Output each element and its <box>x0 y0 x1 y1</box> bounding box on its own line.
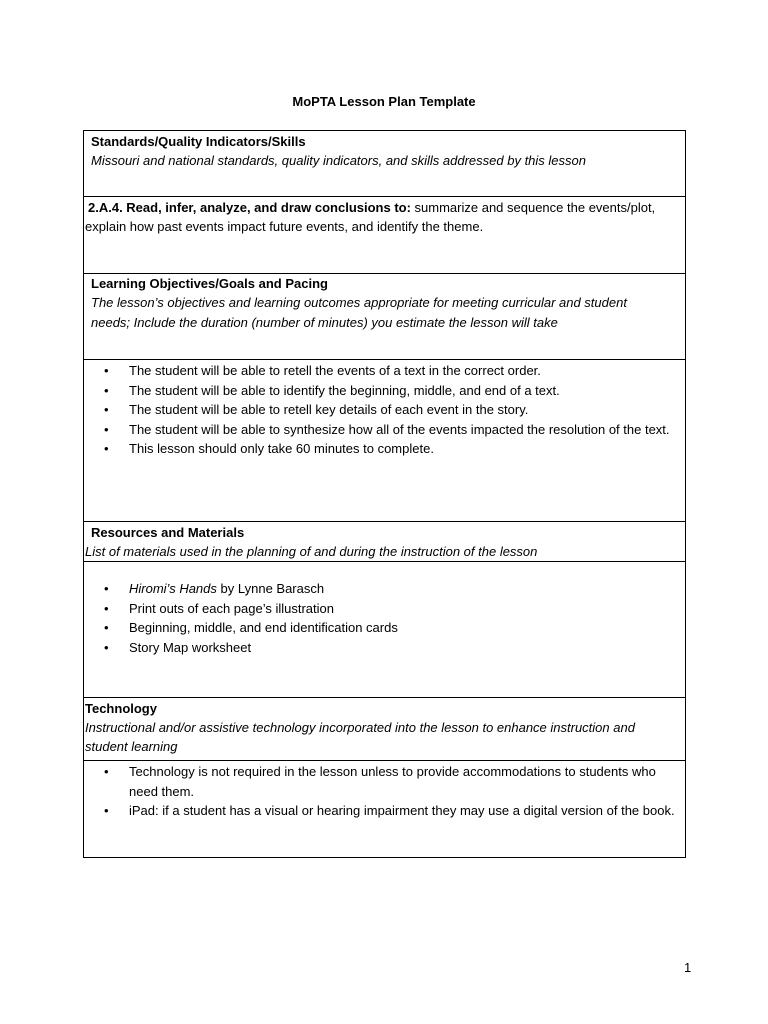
standard-text-line1: summarize and sequence the events/plot, <box>410 200 656 215</box>
list-item: • The student will be able to retell key details of each event in the story. <box>84 400 682 420</box>
list-item: • The student will be able to synthesize how all of the events impacted the resolution of the text. <box>84 420 682 440</box>
resources-header-row <box>83 522 686 562</box>
list-item: • Print outs of each page’s illustration <box>84 599 685 619</box>
list-item: • Technology is not required in the lesson unless to provide accommodations to students who need them. <box>104 764 656 799</box>
bullet-icon: • <box>104 441 109 456</box>
standard-code: 2.A.4. Read, infer, analyze, and draw conclusions to: <box>88 200 411 215</box>
bullet-icon: • <box>104 382 109 398</box>
standards-heading: Standards/Quality Indicators/Skills <box>91 134 306 149</box>
technology-list <box>84 762 675 821</box>
book-title: Hiromi’s Hands <box>129 581 217 596</box>
list-item: • The student will be able to identify the beginning, middle, and end of a text. <box>84 381 682 401</box>
list-item: • The student will be able to retell the events of a text in the correct order. <box>84 361 682 381</box>
list-item: • Beginning, middle, and end identification cards <box>84 618 685 638</box>
bullet-icon: • <box>104 363 109 378</box>
objectives-header-row <box>83 274 686 360</box>
standards-header-row <box>83 131 686 197</box>
technology-heading: Technology <box>85 701 157 716</box>
list-item: • This lesson should only take 60 minutes to complete. <box>84 439 682 459</box>
objectives-heading: Learning Objectives/Goals and Pacing <box>91 276 328 291</box>
document-title: MoPTA Lesson Plan Template <box>292 94 476 109</box>
bullet-icon: • <box>104 581 109 596</box>
resources-list <box>84 579 685 657</box>
bullet-icon: • <box>104 639 109 655</box>
bullet-icon: • <box>104 620 109 635</box>
list-item <box>84 579 685 599</box>
objectives-description <box>91 293 681 333</box>
bullet-icon: • <box>104 402 109 417</box>
objectives-description-line1: The lesson’s objectives and learning outcomes appropriate for meeting curricular and student <box>91 295 627 310</box>
book-author: by Lynne Barasch <box>216 581 325 596</box>
standards-code-line <box>85 198 685 217</box>
objectives-content-row <box>83 360 686 522</box>
objectives-list <box>84 361 682 459</box>
bullet-icon: • <box>104 764 109 779</box>
resources-content-row <box>83 562 686 698</box>
list-item: • Story Map worksheet <box>84 638 685 658</box>
bullet-icon: • <box>104 421 109 437</box>
page-number: 1 <box>684 960 692 975</box>
bullet-icon: • <box>104 600 109 616</box>
list-item: • iPad: if a student has a visual or hearing impairment they may use a digital version of the book. <box>84 801 675 821</box>
standard-text-line2: explain how past events impact future events, and identify the theme. <box>85 219 484 234</box>
resources-description: List of materials used in the planning of and during the instruction of the lesson <box>85 544 538 559</box>
standards-content-row <box>83 197 686 274</box>
bullet-icon: • <box>104 803 109 818</box>
objectives-description-line2: needs; Include the duration (number of minutes) you estimate the lesson will take <box>91 315 558 330</box>
resources-heading: Resources and Materials <box>91 525 245 540</box>
lesson-plan-table <box>83 130 686 858</box>
technology-header-row <box>83 698 686 761</box>
technology-description: Instructional and/or assistive technology incorporated into the lesson to enhance instruction and student learning <box>85 720 635 754</box>
standards-description: Missouri and national standards, quality indicators, and skills addressed by this lesson <box>91 153 586 168</box>
technology-content-row <box>83 761 686 858</box>
